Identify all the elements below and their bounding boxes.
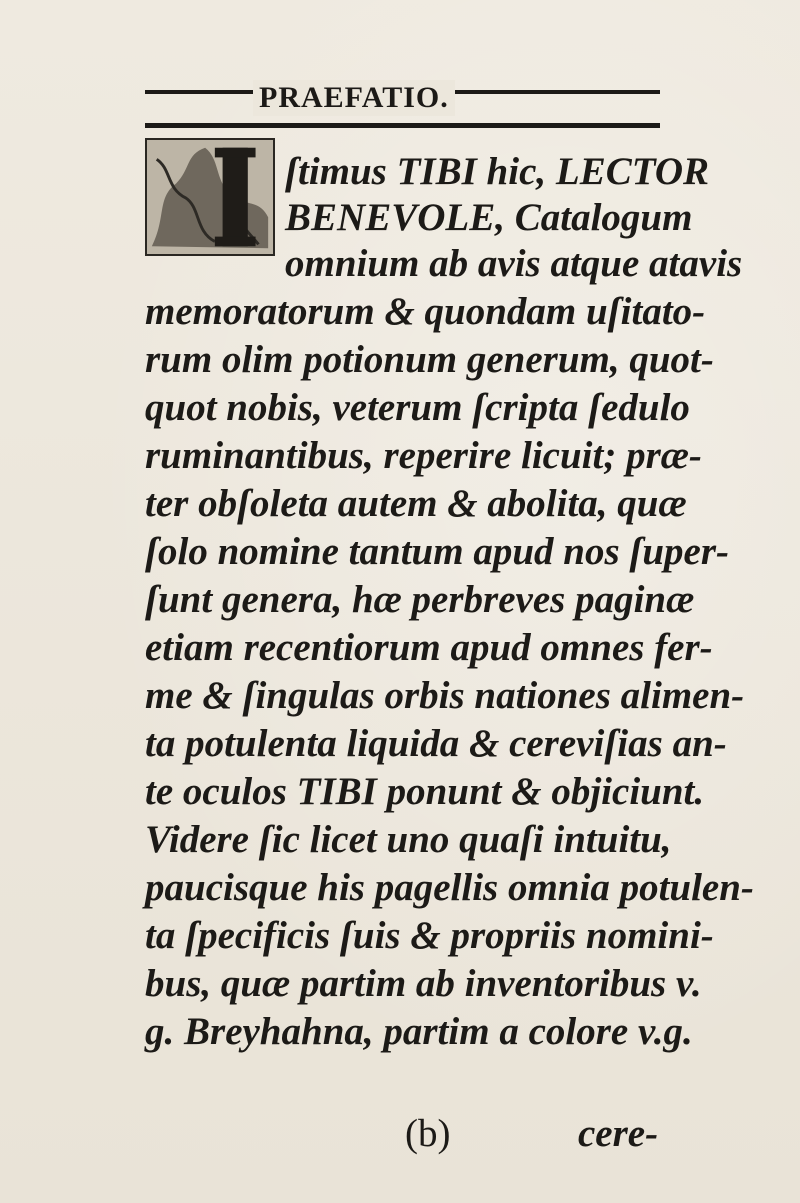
- text-line-17: ta ſpecificis ſuis & propriis nomini-: [145, 914, 714, 957]
- text-line-5: rum olim potionum generum, quot-: [145, 338, 714, 381]
- text-line-9: ſolo nomine tantum apud nos ſuper-: [145, 530, 730, 573]
- text-line-7: ruminantibus, reperire licuit; præ-: [145, 434, 702, 477]
- text-line-11: etiam recentiorum apud omnes fer-: [145, 626, 713, 669]
- ornamental-initial-letter: [145, 138, 275, 256]
- signature-mark: (b): [405, 1112, 451, 1155]
- text-line-19: g. Breyhahna, partim a colore v.g.: [145, 1010, 693, 1053]
- text-line-8: ter obſoleta autem & abolita, quæ: [145, 482, 687, 525]
- text-line-4: memoratorum & quondam uſitato-: [145, 290, 706, 333]
- text-line-12: me & ſingulas orbis nationes alimen-: [145, 674, 745, 717]
- catchword: cere-: [578, 1112, 659, 1155]
- text-line-2: BENEVOLE, Catalogum: [285, 196, 693, 239]
- header-rule-bottom: [145, 123, 660, 128]
- text-line-16: paucisque his pagellis omnia potulen-: [145, 866, 754, 909]
- text-line-13: ta potulenta liquida & cereviſias an-: [145, 722, 727, 765]
- text-line-15: Videre ſic licet uno quaſi intuitu,: [145, 818, 672, 861]
- text-line-6: quot nobis, veterum ſcripta ſedulo: [145, 386, 690, 429]
- running-header: PRAEFATIO.: [253, 80, 455, 116]
- text-line-10: ſunt genera, hæ perbreves paginæ: [145, 578, 695, 621]
- text-line-3: omnium ab avis atque atavis: [285, 242, 743, 285]
- text-line-18: bus, quæ partim ab inventoribus v.: [145, 962, 702, 1005]
- text-line-14: te oculos TIBI ponunt & objiciunt.: [145, 770, 705, 813]
- text-line-1: ſtimus TIBI hic, LECTOR: [285, 150, 710, 193]
